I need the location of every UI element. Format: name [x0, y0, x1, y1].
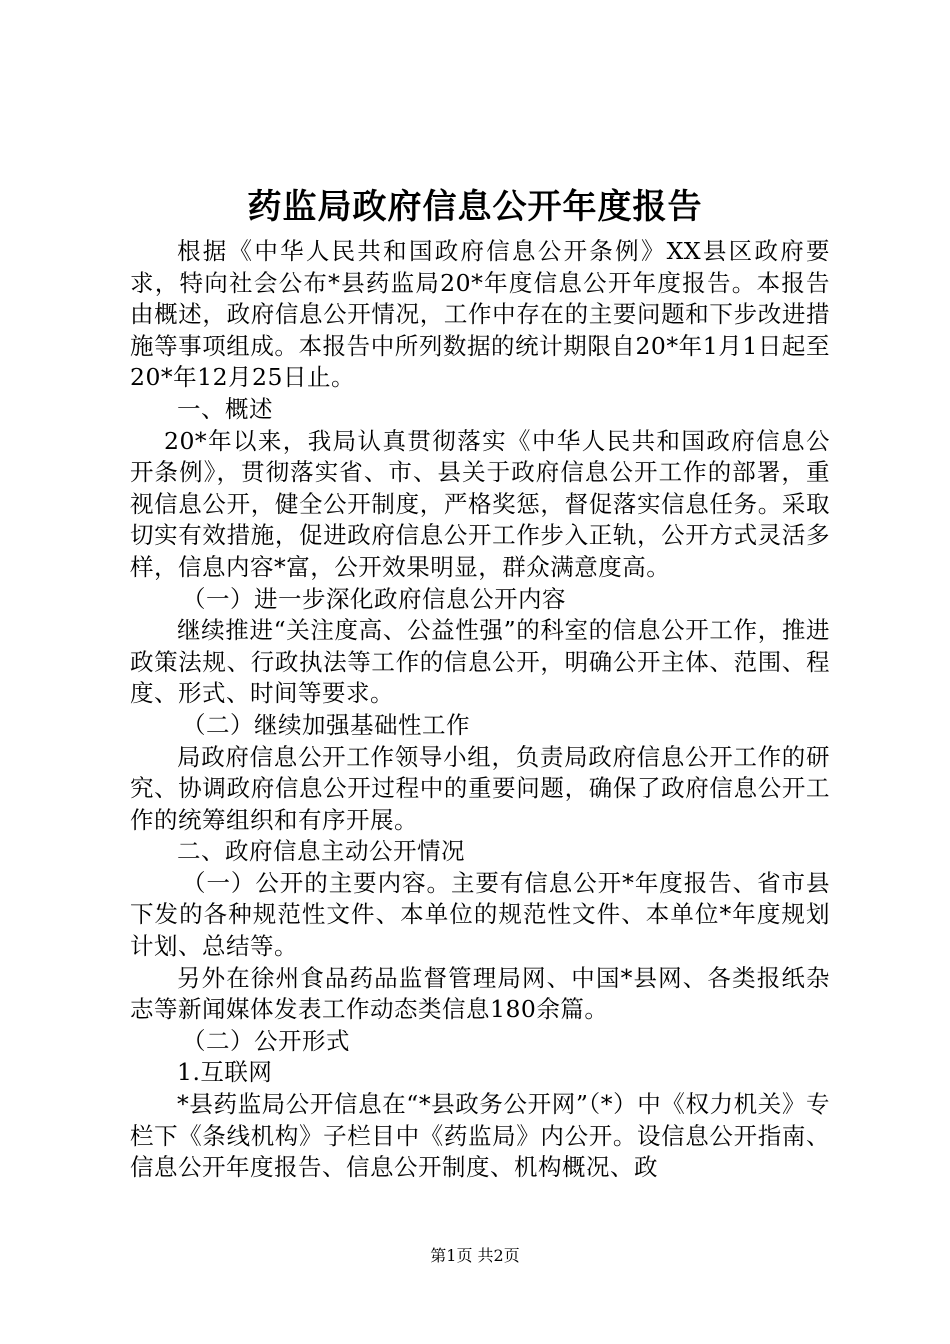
- paragraph-overview: 20*年以来，我局认真贯彻落实《中华人民共和国政府信息公开条例》，贯彻落实省、市、县关于政府信息公开工作的部署，重视信息公开，健全公开制度，严格奖惩，督促落实信息任务。采取切实有效措施，促进政府信息公开工作步入正轨，公开方式灵活多样，信息内容*富，公开效果明显，群众满意度高。: [130, 426, 830, 581]
- page-footer: 第1页 共2页: [430, 1246, 520, 1265]
- paragraph-main-content: （一）公开的主要内容。主要有信息公开*年度报告、省市县下发的各种规范性文件、本单位的规范性文件、本单位*年度规划计划、总结等。: [130, 868, 830, 961]
- paragraph-basic-work: 局政府信息公开工作领导小组，负责局政府信息公开工作的研究、协调政府信息公开过程中的重要问题，确保了政府信息公开工作的统筹组织和有序开展。: [130, 742, 830, 834]
- heading-active-disclosure: 二、政府信息主动公开情况: [177, 837, 465, 866]
- subheading-deepen-content: （一）进一步深化政府信息公开内容: [182, 584, 566, 613]
- paragraph-internet: *县药监局公开信息在“*县政务公开网”（*）中《权力机关》专栏下《条线机构》子栏目中《药监局》内公开。设信息公开指南、信息公开年度报告、信息公开制度、机构概况、政: [130, 1090, 830, 1182]
- heading-overview: 一、概述: [177, 394, 273, 423]
- paragraph-deepen-content: 继续推进“关注度高、公益性强”的科室的信息公开工作，推进政策法规、行政执法等工作的信息公开，明确公开主体、范围、程度、形式、时间等要求。: [130, 616, 830, 708]
- subheading-internet: 1.互联网: [177, 1058, 273, 1087]
- document-title: 药监局政府信息公开年度报告: [247, 187, 703, 227]
- paragraph-media-info: 另外在徐州食品药品监督管理局网、中国*县网、各类报纸杂志等新闻媒体发表工作动态类信息180余篇。: [130, 963, 830, 1024]
- document-body: [130, 236, 830, 1184]
- subheading-disclosure-form: （二）公开形式: [182, 1026, 350, 1055]
- subheading-basic-work: （二）继续加强基础性工作: [182, 710, 470, 739]
- paragraph-intro: 根据《中华人民共和国政府信息公开条例》XX县区政府要求，特向社会公布*县药监局20*年度信息公开年度报告。本报告由概述，政府信息公开情况，工作中存在的主要问题和下步改进措施等事项组成。本报告中所列数据的统计期限自20*年1月1日起至20*年12月25日止。: [130, 237, 830, 392]
